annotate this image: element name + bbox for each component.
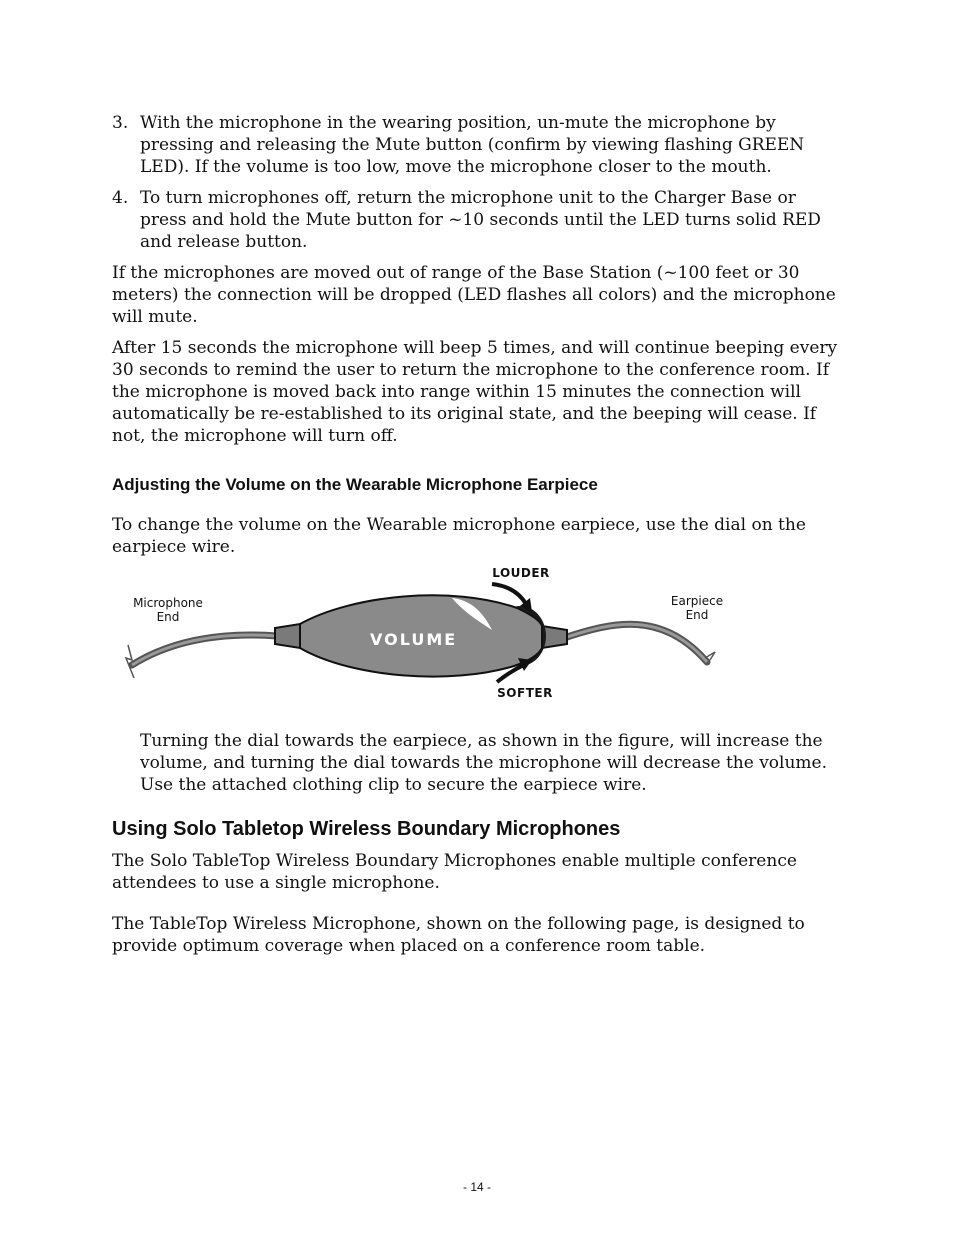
list-item <box>112 187 844 253</box>
page-content <box>112 112 844 966</box>
earpiece-end-label: Earpiece End <box>670 594 724 622</box>
list-item-text: To turn microphones off, return the microphone unit to the Charger Base or press and hold the Mute button for ~10 seconds until the LED turns solid RED and release button. <box>140 188 821 252</box>
louder-label: LOUDER <box>492 566 550 580</box>
out-of-range-paragraph: If the microphones are moved out of range of the Base Station (~100 feet or 30 meters) the connection will be dropped (LED flashes all colors) and the microphone will mute. <box>112 263 836 327</box>
softer-label: SOFTER <box>497 686 553 700</box>
instruction-list <box>112 112 844 253</box>
solo-intro-paragraph: The Solo TableTop Wireless Boundary Microphones enable multiple conference attendees to use a single microphone. <box>112 851 797 893</box>
louder-arrow <box>492 584 526 604</box>
beeping-paragraph: After 15 seconds the microphone will beep 5 times, and will continue beeping every 30 seconds to remind the user to return the microphone to the conference room. If the microphone is moved back into range within 15 minutes the connection will automatically be re-established to its original state, and the beeping will cease. If not, the microphone will turn off. <box>112 338 838 446</box>
adjusting-volume-heading: Adjusting the Volume on the Wearable Microphone Earpiece <box>112 475 598 494</box>
microphone-end-label: Microphone End <box>133 596 203 624</box>
volume-intro-paragraph: To change the volume on the Wearable microphone earpiece, use the dial on the earpiece wire. <box>112 515 806 557</box>
list-item <box>112 112 844 178</box>
left-connector <box>275 624 300 648</box>
tabletop-paragraph: The TableTop Wireless Microphone, shown on the following page, is designed to provide optimum coverage when placed on a conference room table. <box>112 914 805 956</box>
list-item-text: With the microphone in the wearing position, un-mute the microphone by pressing and releasing the Mute button (confirm by viewing flashing GREEN LED). If the volume is too low, move the microphone closer to the mouth. <box>140 113 805 177</box>
using-solo-heading: Using Solo Tabletop Wireless Boundary Microphones <box>112 818 621 840</box>
list-item-number: 3. <box>112 113 129 133</box>
volume-dial-figure <box>112 566 844 722</box>
earpiece-wire-illustration <box>112 570 844 722</box>
list-item-number: 4. <box>112 188 129 208</box>
page-number: - 14 - <box>462 1180 491 1194</box>
dial-explanation-paragraph: Turning the dial towards the earpiece, as shown in the figure, will increase the volume, and turning the dial towards the microphone will decrease the volume. Use the attached clothing clip to secure the earpiece wire. <box>140 731 827 795</box>
volume-label: VOLUME <box>370 630 458 649</box>
